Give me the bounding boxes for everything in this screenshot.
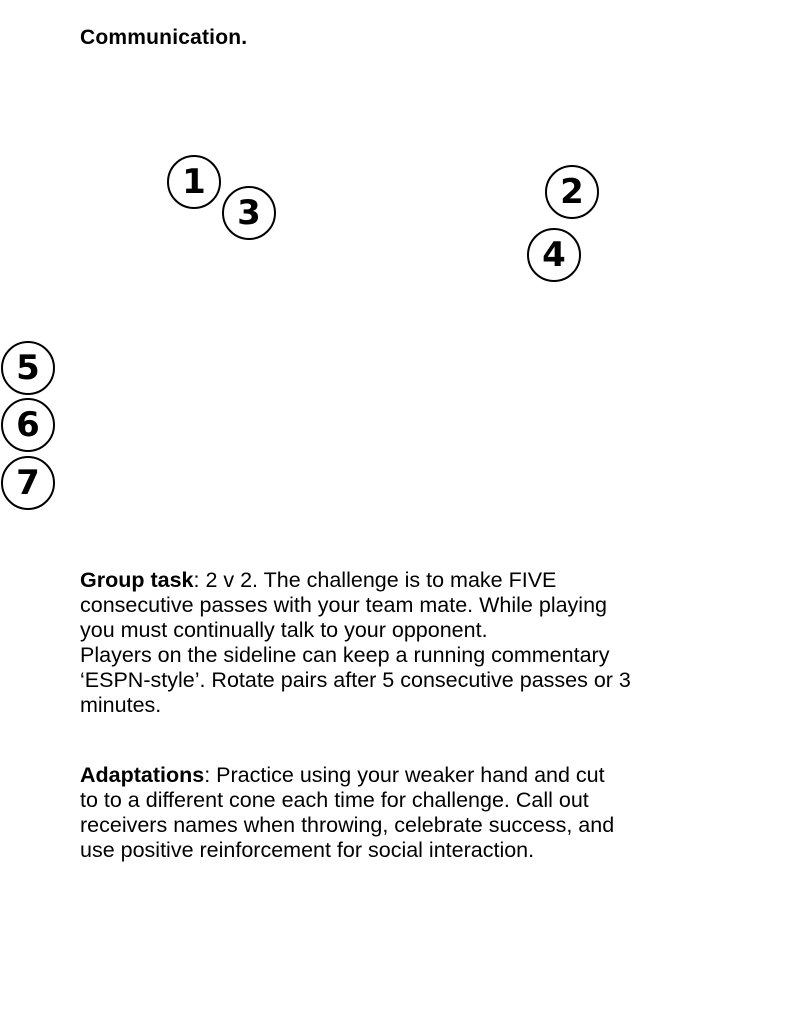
adaptations-line: Adaptations: Practice using your weaker hand and cut: [80, 763, 605, 787]
player-marker-6: 6: [1, 398, 55, 452]
player-marker-3: 3: [222, 186, 276, 240]
player-marker-5: 5: [1, 341, 55, 395]
group-task-line: Players on the sideline can keep a running commentary: [80, 643, 610, 667]
group-task-line: minutes.: [80, 693, 162, 717]
page-title: Communication.: [80, 26, 248, 49]
player-marker-2: 2: [545, 165, 599, 219]
group-task-line: ‘ESPN-style’. Rotate pairs after 5 consecutive passes or 3: [80, 668, 631, 692]
player-marker-4: 4: [527, 228, 581, 282]
group-task-paragraph: [80, 568, 730, 718]
adaptations-line: receivers names when throwing, celebrate success, and: [80, 813, 615, 837]
group-task-line: Group task: 2 v 2. The challenge is to make FIVE: [80, 568, 557, 592]
player-marker-7: 7: [1, 456, 55, 510]
player-marker-1: 1: [167, 155, 221, 209]
adaptations-label: Adaptations: [80, 763, 205, 787]
group-task-label: Group task: [80, 568, 194, 592]
adaptations-line: use positive reinforcement for social interaction.: [80, 838, 535, 862]
group-task-line: consecutive passes with your team mate. While playing: [80, 593, 607, 617]
adaptations-line: to to a different cone each time for challenge. Call out: [80, 788, 589, 812]
adaptations-paragraph: [80, 763, 730, 863]
group-task-line: you must continually talk to your opponent.: [80, 618, 488, 642]
